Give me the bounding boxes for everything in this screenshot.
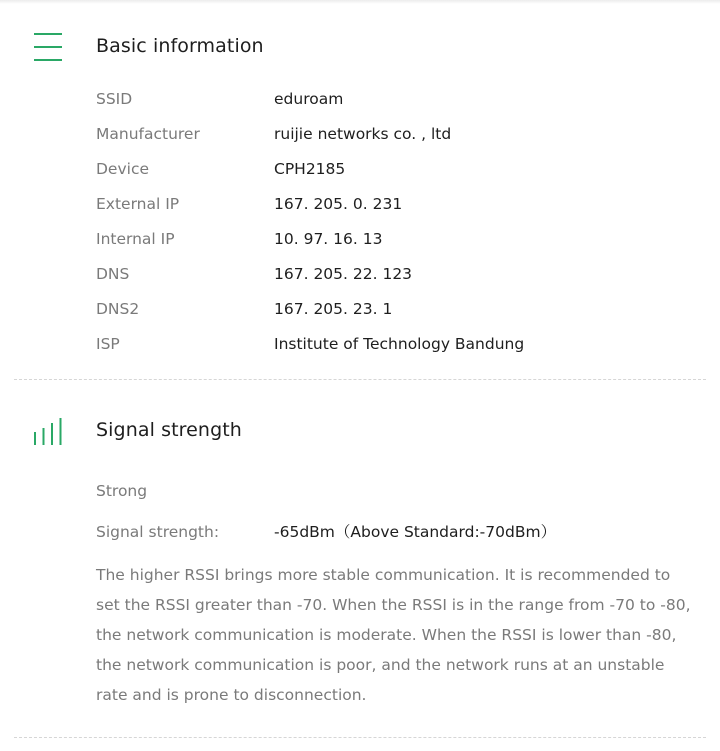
info-label: Manufacturer xyxy=(96,125,200,143)
info-label: Device xyxy=(96,160,150,178)
info-label: Internal IP xyxy=(96,230,175,248)
info-value: ruijie networks co. , ltd xyxy=(274,125,452,143)
info-label: ISP xyxy=(96,335,120,353)
info-value: CPH2185 xyxy=(274,160,346,178)
signal-description: The higher RSSI brings more stable communication. It is recommended to set the RSSI greater than -70. When the RSSI is in the range from -70 to -80, the network communication is moderate. When the RSSI is lower than -80, the network communication is poor, and the network runs at an unstable rate and is prone to disconnection. xyxy=(96,566,691,704)
info-label: SSID xyxy=(96,90,133,108)
info-row-ssid xyxy=(96,87,696,111)
signal-strength-value: -65dBm（Above Standard:-70dBm） xyxy=(274,523,557,541)
info-row-device xyxy=(96,157,696,181)
info-value: 167. 205. 23. 1 xyxy=(274,300,393,318)
info-value: eduroam xyxy=(274,90,344,108)
info-row-dns2 xyxy=(96,297,696,321)
signal-title: Signal strength xyxy=(96,419,242,441)
info-row-internal-ip xyxy=(96,227,696,251)
top-edge-shadow xyxy=(0,0,720,4)
signal-bars-icon xyxy=(34,418,62,450)
section-divider xyxy=(14,379,706,380)
info-label: External IP xyxy=(96,195,180,213)
info-value: 167. 205. 22. 123 xyxy=(274,265,413,283)
basic-info-title: Basic information xyxy=(96,35,264,57)
info-row-external-ip xyxy=(96,192,696,216)
info-value: 10. 97. 16. 13 xyxy=(274,230,383,248)
section-divider xyxy=(14,737,706,738)
info-label: DNS2 xyxy=(96,300,140,318)
signal-status: Strong xyxy=(96,482,148,500)
menu-lines-icon xyxy=(34,33,62,65)
info-value: 167. 205. 0. 231 xyxy=(274,195,403,213)
info-row-dns xyxy=(96,262,696,286)
info-row-manufacturer xyxy=(96,122,696,146)
info-row-isp xyxy=(96,332,696,356)
info-label: DNS xyxy=(96,265,130,283)
signal-strength-label: Signal strength: xyxy=(96,523,220,541)
info-value: Institute of Technology Bandung xyxy=(274,335,525,353)
